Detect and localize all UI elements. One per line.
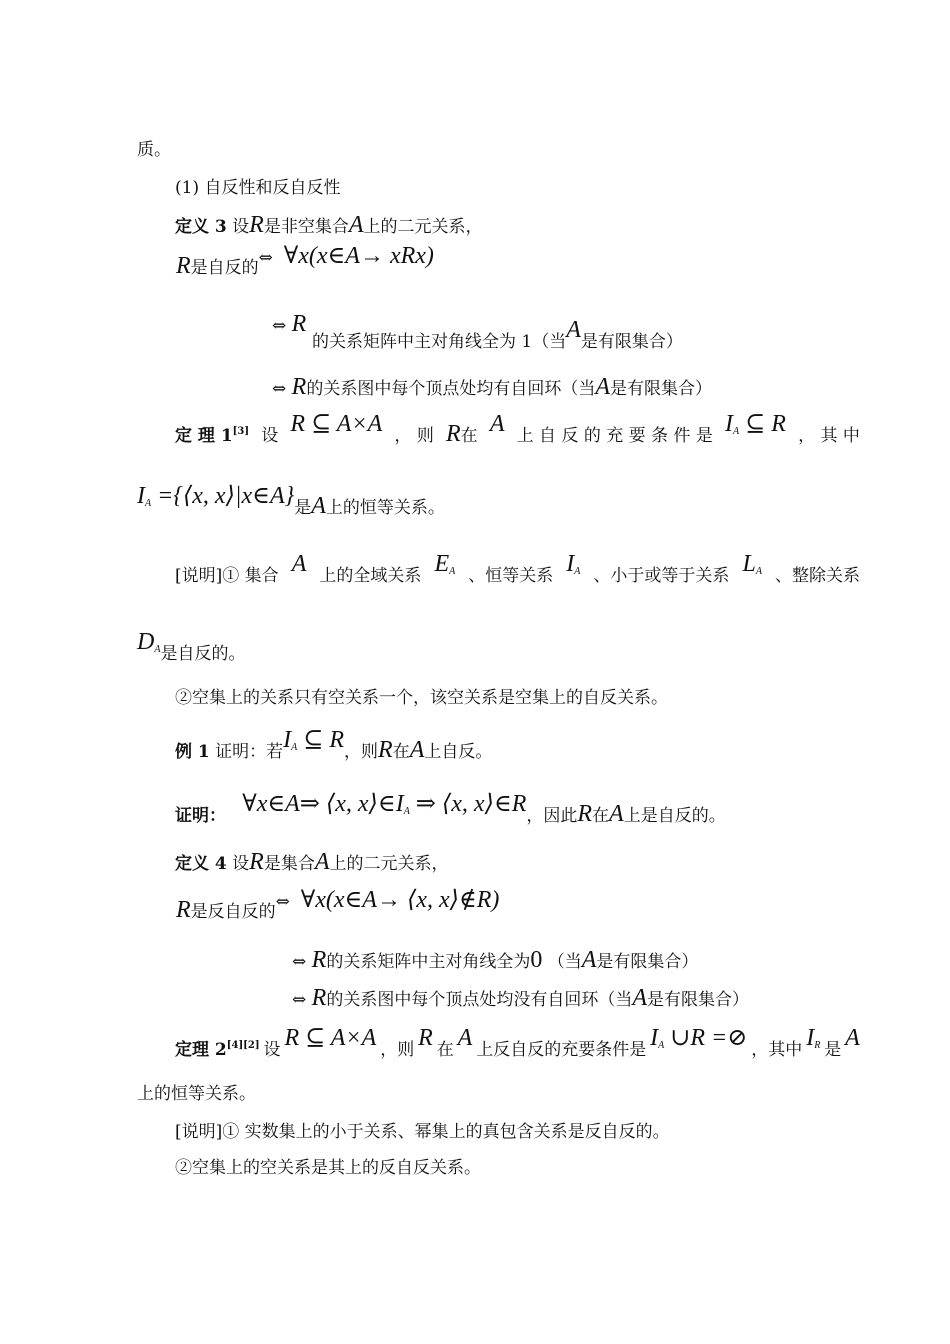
theorem-1: 定 理 1[3] 设 R ⊆ A×A ， 则 R在 A 上 自 反 的 充 要 条 件 是 $I_A$ ⊆ R ， 其 中 [175,411,860,447]
reflexive-matrix-condition: ⇔ R [272,311,307,337]
proof-label: 证明： [175,806,226,826]
irreflexive-definition: R是反自反的⇔ ∀x(x∈A→ ⟨x, x⟩∉R) [176,887,500,923]
note-2: ②空集上的关系只有空关系一个，该空关系是空集上的自反关系。 [175,688,668,708]
example-label: 例 1 [175,742,210,762]
reflexive-graph-condition: ⇔ R的关系图中每个顶点处均有自回环（当A是有限集合） [272,374,712,400]
definition-3: 定义 3 设R是非空集合A上的二元关系， [175,212,483,238]
definition-label: 定义 4 [175,854,227,874]
identity-relation-definition: $I_A$ ={⟨x, x⟩|x∈A}是A上的恒等关系。 [137,483,445,519]
reflexive-matrix-text: 的关系矩阵中主对角线全为 1（当A是有限集合） [312,317,683,352]
definition-label: 定义 3 [175,217,227,237]
irreflexive-matrix-condition: ⇔ R的关系矩阵中主对角线全为0 （当A是有限集合） [292,947,699,973]
reflexive-definition: R是自反的⇔ ∀x(x∈A→ xRx) [176,243,434,279]
example-1: 例 1 证明：若$I_A$ ⊆ R，则R在A上自反。 [175,727,493,763]
theorem-label: 定 理 1 [175,426,233,446]
reflexive-formula: ∀x(x∈A→ xRx) [283,243,434,269]
theorem-2-continued: 上的恒等关系。 [137,1084,256,1104]
definition-4: 定义 4 设R是集合A上的二元关系， [175,849,449,875]
note-1: [说明]① 集合 A 上的全域关系 $E_A$ 、恒等关系 $I_A$ 、小于或等于关系 $L_A$ 、整除关系 [175,551,860,586]
irreflexive-formula: ∀x(x∈A→ ⟨x, x⟩∉R) [300,887,500,913]
irreflexive-graph-condition: ⇔ R的关系图中每个顶点处均没有自回环（当A是有限集合） [292,985,749,1011]
paragraph-fragment: 质。 [137,140,171,160]
proof: 证明： ∀x∈A⇒ ⟨x, $x⟩\in I_A$ ⇒ ⟨x, x⟩∈R，因此R在A上是自反的。 [175,791,726,827]
note-1-continued: $D_A$是自反的。 [137,629,246,664]
theorem-label: 定理 2 [175,1040,227,1060]
note-3: [说明]① 实数集上的小于关系、幂集上的真包含关系是反自反的。 [175,1122,670,1142]
theorem-2: 定理 2[4][2] 设 R ⊆ A×A ，则 R 在 A 上反自反的充要条件是 $I_A$ ∪R =⊘ ，其中 $I_R$ 是 A [175,1025,860,1060]
note-4: ②空集上的空关系是其上的反自反关系。 [175,1158,481,1178]
section-heading: (1) 自反性和反自反性 [175,178,341,198]
